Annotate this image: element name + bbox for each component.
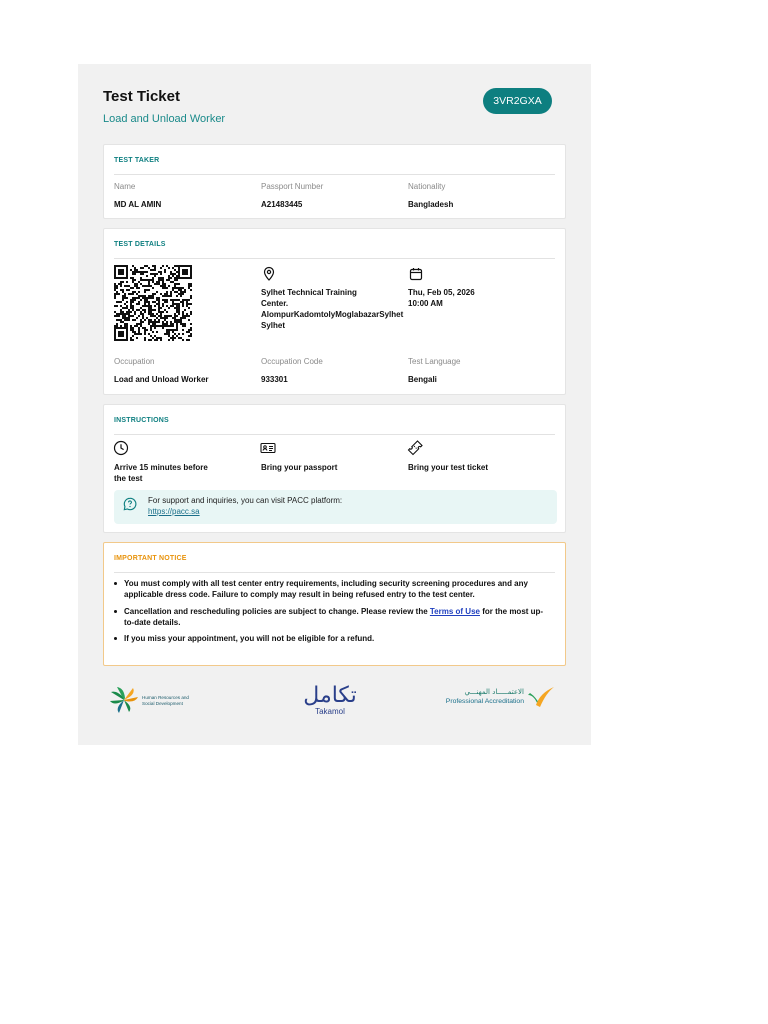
terms-of-use-link[interactable]: Terms of Use: [429, 606, 480, 616]
test-taker-card: [103, 144, 566, 219]
occupation-code-label: Occupation Code: [261, 357, 323, 366]
notice-list: [124, 578, 552, 649]
takamol-logo: [300, 685, 360, 719]
section-title: INSTRUCTIONS: [114, 417, 169, 424]
test-datetime: [408, 287, 475, 309]
pacc-link[interactable]: https://pacc.sa: [148, 507, 200, 516]
location-line: Sylhet Technical Training: [261, 288, 357, 297]
support-box: [114, 490, 557, 524]
divider: [114, 174, 555, 175]
ticket-icon: [407, 440, 423, 456]
occupation-code-value: 933301: [261, 375, 288, 384]
section-title: IMPORTANT NOTICE: [114, 555, 187, 562]
hrsd-logo: [107, 686, 207, 714]
checkmark-logo-icon: [526, 685, 556, 709]
footer-logos: [78, 679, 591, 719]
logo-text: الاعتمـــــاد المهنـــي: [464, 688, 524, 696]
test-date: Thu, Feb 05, 2026: [408, 288, 475, 297]
test-location: [261, 287, 406, 331]
instruction-arrive-early: [114, 462, 208, 484]
support-text: [148, 495, 548, 517]
name-label: Name: [114, 182, 136, 191]
name-value: MD AL AMIN: [114, 200, 162, 209]
divider: [114, 258, 555, 259]
location-line: AlompurKadomtolyMoglabazarSylhet: [261, 310, 404, 319]
instructions-card: [103, 404, 566, 533]
location-line: Center.: [261, 299, 289, 308]
notice-item: If you miss your appointment, you will not be eligible for a refund.: [124, 633, 552, 644]
divider: [114, 572, 555, 573]
instruction-passport: Bring your passport: [261, 463, 338, 472]
passport-value: A21483445: [261, 200, 303, 209]
logo-text: Human Resources and: [142, 695, 189, 700]
qr-code: [114, 265, 192, 341]
instruction-text: Arrive 15 minutes before: [114, 463, 208, 472]
divider: [114, 434, 555, 435]
page-title: Test Ticket: [103, 88, 180, 105]
logo-text: Takamol: [315, 707, 345, 716]
notice-item: [124, 606, 552, 629]
test-details-card: [103, 228, 566, 395]
important-notice-card: [103, 542, 566, 666]
page-subtitle: Load and Unload Worker: [103, 113, 226, 125]
section-title: TEST DETAILS: [114, 241, 166, 248]
test-ticket: [78, 64, 591, 745]
passport-label: Passport Number: [261, 182, 324, 191]
instruction-text: the test: [114, 474, 143, 483]
support-help-icon: [123, 497, 137, 511]
location-line: Sylhet: [261, 321, 286, 330]
test-language-value: Bengali: [408, 375, 437, 384]
clock-icon: [113, 440, 129, 456]
nationality-label: Nationality: [408, 182, 446, 191]
notice-text: for the most up-to-date details.: [124, 606, 544, 627]
test-time: 10:00 AM: [408, 299, 443, 308]
location-pin-icon: [261, 266, 277, 282]
notice-item: You must comply with all test center entry requirements, including security screening procedures and any applicable dress code. Failure to comply may result in being refused entry to the test center.: [124, 578, 552, 601]
instruction-ticket: Bring your test ticket: [408, 463, 489, 472]
notice-text: Cancellation and rescheduling policies are subject to change. Please review the: [124, 606, 430, 616]
test-language-label: Test Language: [408, 357, 461, 366]
support-message: For support and inquiries, you can visit PACC platform:: [148, 496, 343, 505]
occupation-value: Load and Unload Worker: [114, 375, 209, 384]
section-title: TEST TAKER: [114, 157, 160, 164]
ticket-code-badge: 3VR2GXA: [483, 88, 552, 114]
id-card-icon: [260, 440, 276, 456]
logo-text: تكامل: [303, 683, 357, 708]
occupation-label: Occupation: [114, 357, 155, 366]
nationality-value: Bangladesh: [408, 200, 454, 209]
palm-icon: [107, 686, 141, 714]
logo-text: Professional Accreditation: [445, 698, 524, 705]
logo-text: Social Development: [142, 700, 183, 706]
professional-accreditation-logo: [428, 685, 558, 715]
calendar-icon: [408, 266, 424, 282]
